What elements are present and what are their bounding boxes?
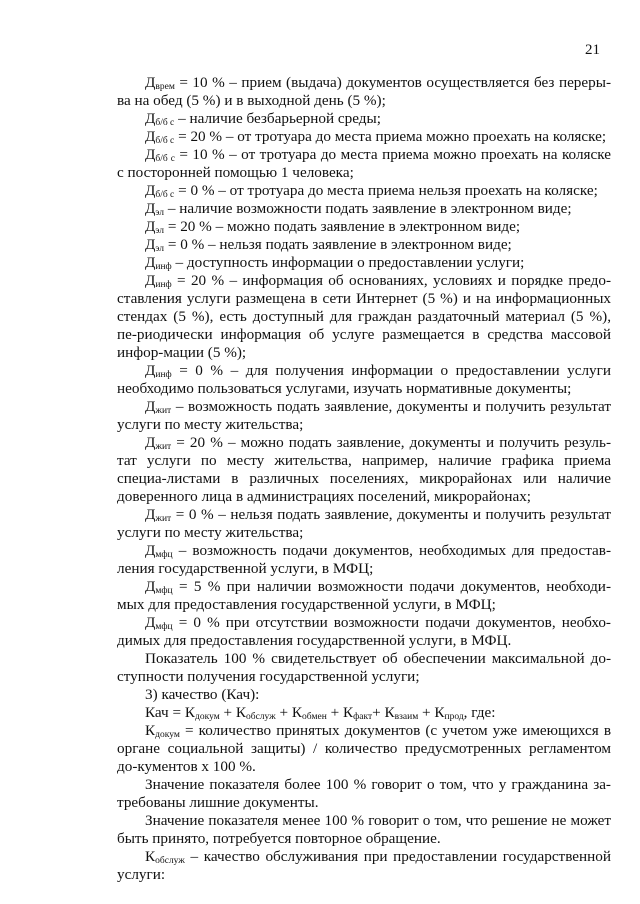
paragraph-text: = 5 % при наличии возможности подачи документов, необходи-мых для предоставления государственной услуги, в МФЦ;: [117, 578, 611, 613]
paragraph: [117, 506, 611, 542]
subscript: факт: [353, 712, 373, 722]
subscript: обслуж: [155, 856, 185, 866]
paragraph-text: – качество обслуживания при предоставлении государственной услуги:: [117, 848, 611, 883]
paragraph-text: Д: [145, 110, 156, 127]
paragraph: [117, 614, 611, 650]
paragraph-text: Д: [145, 398, 156, 415]
paragraph-text: = 0 % – от тротуара до места приема нельзя проехать на коляске;: [174, 182, 598, 199]
paragraph: [117, 146, 611, 182]
paragraph-text: К: [145, 722, 156, 739]
subscript: эл: [155, 244, 165, 254]
subscript: инф: [155, 262, 172, 272]
paragraph: [117, 74, 611, 110]
paragraph-text: Д: [145, 182, 156, 199]
subscript: жит: [155, 406, 172, 416]
subscript: мфц: [155, 622, 173, 632]
subscript: взаим: [394, 712, 419, 722]
subscript: мфц: [155, 550, 173, 560]
paragraph-text: Значение показателя более 100 % говорит о том, что у гражданина за-требованы лишние документы.: [117, 776, 611, 811]
paragraph: [117, 272, 611, 362]
paragraph-text: Д: [145, 578, 156, 595]
paragraph-text: – возможность подачи документов, необходимых для предостав-ления государственной услуги, в МФЦ;: [117, 542, 611, 577]
paragraph: [117, 848, 611, 884]
paragraph-text: – доступность информации о предоставлении услуги;: [171, 254, 525, 271]
paragraph-text: Д: [145, 542, 156, 559]
paragraph: [117, 812, 611, 848]
paragraph: [117, 182, 611, 200]
paragraph-text: = 10 % – прием (выдача) документов осуществляется без переры-ва на обед (5 %) и в выходной день (5 %);: [117, 74, 611, 109]
subscript: жит: [155, 514, 172, 524]
subscript: эл: [155, 226, 165, 236]
paragraph-text: = 20 % – можно подать заявление, документы и получить резуль-тат услуги по месту жительства, например, наличие графика приема специа-листами в различных поселениях, микрорайонах или наличие доверенного лица в администрациях поселений, микрорайонах;: [117, 434, 611, 505]
paragraph: [117, 776, 611, 812]
paragraph-text: Кач = К: [145, 704, 195, 721]
paragraph: [117, 254, 611, 272]
paragraph-text: + К: [219, 704, 246, 721]
paragraph-text: Д: [145, 200, 156, 217]
paragraph-text: = 20 % – можно подать заявление в электронном виде;: [164, 218, 521, 235]
paragraph-text: = 20 % – от тротуара до места приема можно проехать на коляске;: [174, 128, 607, 145]
paragraph-text: Д: [145, 218, 156, 235]
subscript: обмен: [302, 712, 327, 722]
paragraph-text: = 10 % – от тротуара до места приема можно проехать на коляске с посторонней помощью 1 человека;: [117, 146, 611, 181]
paragraph-text: 3) качество (Кач):: [145, 686, 260, 703]
paragraph: [117, 218, 611, 236]
subscript: б/б с: [155, 190, 175, 200]
paragraph-text: = 0 % – для получения информации о предоставлении услуги необходимо пользоваться услугами, изучать нормативные документы;: [117, 362, 611, 397]
paragraph-text: = 0 % – нельзя подать заявление в электронном виде;: [164, 236, 512, 253]
paragraph-text: – наличие безбарьерной среды;: [174, 110, 381, 127]
paragraph: [117, 434, 611, 506]
paragraph-text: Д: [145, 74, 156, 91]
paragraph: [117, 704, 611, 722]
paragraph-text: = 20 % – информация об основаниях, условиях и порядке предо-ставления услуги размещена в сети Интернет (5 %) и на информационных стендах (5 %), есть доступный для граждан раздаточный материал (5 %), пе-риодически информация об услуге размещается в средства массовой инфор-мации (5 %);: [117, 272, 611, 361]
paragraph-text: – возможность подать заявление, документы и получить результат услуги по месту жительства;: [117, 398, 611, 433]
paragraph-text: Д: [145, 254, 156, 271]
paragraph-text: , где:: [463, 704, 496, 721]
paragraph-text: Показатель 100 % свидетельствует об обеспечении максимальной до-ступности получения государственной услуги;: [117, 650, 611, 685]
subscript: жит: [155, 442, 172, 452]
paragraph-text: + К: [326, 704, 354, 721]
paragraph-text: = 0 % при отсутствии возможности подачи документов, необхо-димых для предоставления государственной услуги, в МФЦ.: [117, 614, 611, 649]
subscript: докум: [195, 712, 220, 722]
subscript: инф: [155, 280, 172, 290]
subscript: обслуж: [246, 712, 276, 722]
paragraph-text: Д: [145, 434, 156, 451]
paragraph-text: + К: [372, 704, 395, 721]
subscript: б/б с: [155, 118, 175, 128]
subscript: прод: [444, 712, 464, 722]
subscript: инф: [155, 370, 172, 380]
subscript: б/б с: [155, 136, 175, 146]
paragraph: [117, 650, 611, 686]
subscript: докум: [155, 730, 180, 740]
paragraph: [117, 128, 611, 146]
paragraph: [117, 542, 611, 578]
paragraph-text: Д: [145, 506, 156, 523]
paragraph-text: + К: [418, 704, 445, 721]
paragraph-text: – наличие возможности подать заявление в электронном виде;: [164, 200, 572, 217]
subscript: б/б с: [155, 154, 175, 164]
document-body: [117, 74, 611, 884]
paragraph-text: Д: [145, 128, 156, 145]
paragraph: [117, 200, 611, 218]
paragraph-text: Д: [145, 614, 156, 631]
paragraph-text: + К: [275, 704, 303, 721]
paragraph-text: Д: [145, 236, 156, 253]
subscript: мфц: [155, 586, 173, 596]
paragraph: [117, 398, 611, 434]
paragraph: [117, 362, 611, 398]
subscript: эл: [155, 208, 165, 218]
paragraph-text: Д: [145, 272, 156, 289]
paragraph-text: Д: [145, 362, 156, 379]
paragraph: [117, 578, 611, 614]
paragraph: [117, 686, 611, 704]
paragraph-text: = количество принятых документов (с учетом уже имеющихся в органе социальной защиты) / количество предусмотренных регламентом до-кументов х 100 %.: [117, 722, 611, 775]
paragraph: [117, 722, 611, 776]
subscript: врем: [155, 82, 175, 92]
paragraph: [117, 110, 611, 128]
paragraph-text: = 0 % – нельзя подать заявление, документы и получить результат услуги по месту жительства;: [117, 506, 611, 541]
paragraph: [117, 236, 611, 254]
paragraph-text: Д: [145, 146, 156, 163]
page-number: 21: [585, 42, 600, 58]
paragraph-text: К: [145, 848, 156, 865]
paragraph-text: Значение показателя менее 100 % говорит о том, что решение не может быть принято, потребуется повторное обращение.: [117, 812, 611, 847]
